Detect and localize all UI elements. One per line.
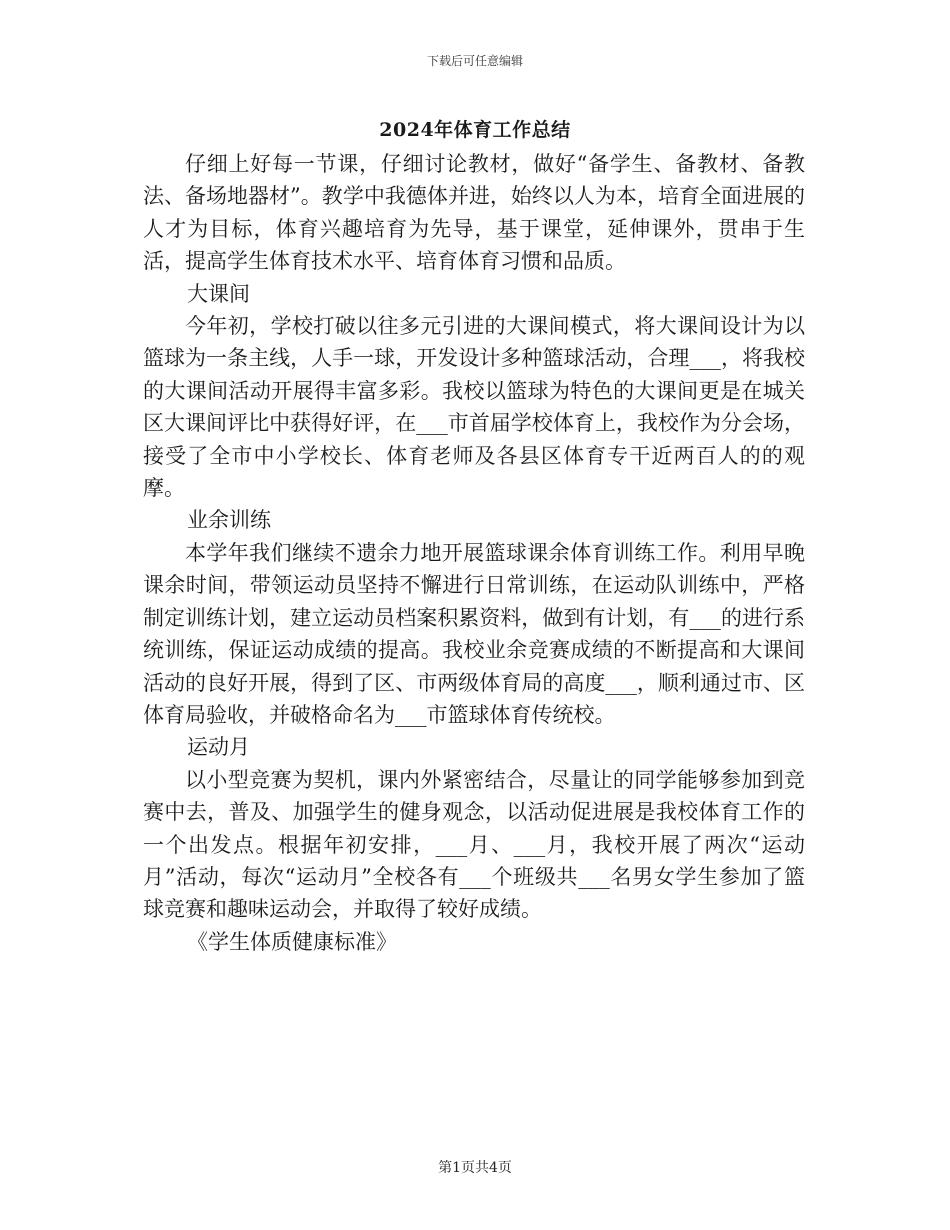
- section-heading-break: 大课间: [187, 281, 250, 306]
- document-title: 2024年体育工作总结: [379, 119, 571, 141]
- paragraph-sports-month: 以小型竞赛为契机，课内外紧密结合，尽量让的同学能够参加到竞赛中去，普及、加强学生的健身观念，以活动促进展是我校体育工作的一个出发点。根据年初安排，___月、___月，我校开展了两次“运动月”活动，每次“运动月”全校各有___个班级共___名男女学生参加了篮球竞赛和趣味运动会，并取得了较好成绩。: [143, 767, 805, 922]
- section-heading-sports-month: 运动月: [187, 735, 250, 760]
- page-header-note: 下载后可任意编辑: [426, 54, 523, 68]
- paragraph-break-activities: 今年初，学校打破以往多元引进的大课间模式，将大课间设计为以篮球为一条主线，人手一球，开发设计多种篮球活动，合理___，将我校的大课间活动开展得丰富多彩。我校以篮球为特色的大课间更是在城关区大课间评比中获得好评，在___市首届学校体育上，我校作为分会场，接受了全市中小学校长、体育老师及各县区体育专干近两百人的的观摩。: [143, 314, 805, 501]
- section-heading-fitness-standard: 《学生体质健康标准》: [187, 929, 397, 954]
- paragraph-intro: 仔细上好每一节课，仔细讨论教材，做好“备学生、备教材、备教法、备场地器材”。教学中我德体并进，始终以人为本，培育全面进展的人才为目标，体育兴趣培育为先导，基于课堂，延伸课外，贯串于生活，提高学生体育技术水平、培育体育习惯和品质。: [143, 152, 805, 274]
- section-heading-training: 业余训练: [187, 508, 271, 533]
- page-number: 第1页共4页: [438, 1160, 512, 1176]
- document-body: [143, 148, 805, 958]
- paragraph-training: 本学年我们继续不遗余力地开展篮球课余体育训练工作。利用早晚课余时间，带领运动员坚持不懈进行日常训练，在运动队训练中，严格制定训练计划，建立运动员档案积累资料，做到有计划，有___的进行系统训练，保证运动成绩的提高。我校业余竞赛成绩的不断提高和大课间活动的良好开展，得到了区、市两级体育局的高度___，顺利通过市、区体育局验收，并破格命名为___市篮球体育传统校。: [143, 540, 805, 727]
